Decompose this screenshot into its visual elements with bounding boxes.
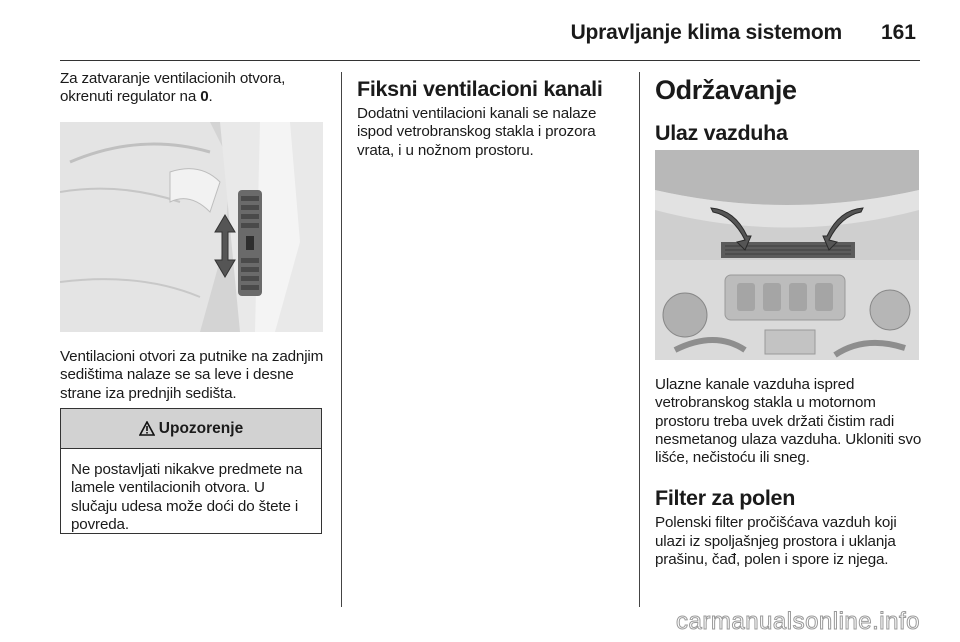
- pollen-filter-text: Polenski filter pročišćava vazduh koji ulazi iz spoljašnjeg prostora i uklanja prašinu, čađ, polen i spore iz njega.: [655, 514, 897, 569]
- air-intake-heading: Ulaz vazduha: [655, 121, 788, 145]
- intro-paragraph: [60, 70, 325, 107]
- warning-text: Ne postavljati nikakve predmete na lamele ventilacionih otvora. U slučaju udesa može doći do štete i povreda.: [71, 461, 303, 533]
- section-title: Upravljanje klima sistemom: [570, 21, 842, 44]
- page-number: 161: [880, 21, 916, 44]
- page-header: [60, 14, 920, 61]
- intro-text: Za zatvaranje ventilacionih otvora, okrenuti regulator na: [60, 70, 286, 106]
- warning-box: [60, 408, 322, 534]
- figure-caption-block: [60, 348, 328, 403]
- rear-vent-drawing: [60, 122, 323, 332]
- maintenance-heading: Održavanje: [655, 75, 797, 105]
- air-intake-text: Ulazne kanale vazduha ispred vetrobranskog stakla u motornom prostoru treba uvek držati čistim radi nesmetanog ulaza vazduha. Ukloniti svo lišće, nečistoću ili sneg.: [655, 376, 922, 467]
- column-middle: [357, 76, 621, 160]
- engine-bay-illustration: [655, 150, 919, 360]
- warning-title: Upozorenje: [158, 419, 244, 437]
- warning-header: [61, 409, 321, 449]
- column-right: [655, 74, 923, 146]
- pollen-filter-heading: Filter za polen: [655, 486, 796, 511]
- fixed-vents-text: Dodatni ventilacioni kanali se nalaze ispod vetrobranskog stakla i prozora vrata, i u nožnom prostoru.: [357, 105, 597, 159]
- intro-end: .: [208, 88, 213, 106]
- maintenance-text-block: [655, 376, 925, 569]
- figure-caption: Ventilacioni otvori za putnike na zadnjim sedištima nalaze se sa leve i desne strane iza prednjih sedišta.: [60, 348, 324, 402]
- column-left: [60, 70, 325, 107]
- column-divider: [341, 72, 342, 607]
- watermark: carmanualsonline.info: [676, 608, 920, 635]
- engine-bay-drawing: [655, 150, 919, 360]
- column-divider: [639, 72, 640, 607]
- fixed-vents-heading: Fiksni ventilacioni kanali: [357, 77, 603, 101]
- warning-triangle-icon: [139, 421, 155, 436]
- rear-vent-illustration: [60, 122, 323, 332]
- regulator-symbol: 0: [200, 88, 209, 106]
